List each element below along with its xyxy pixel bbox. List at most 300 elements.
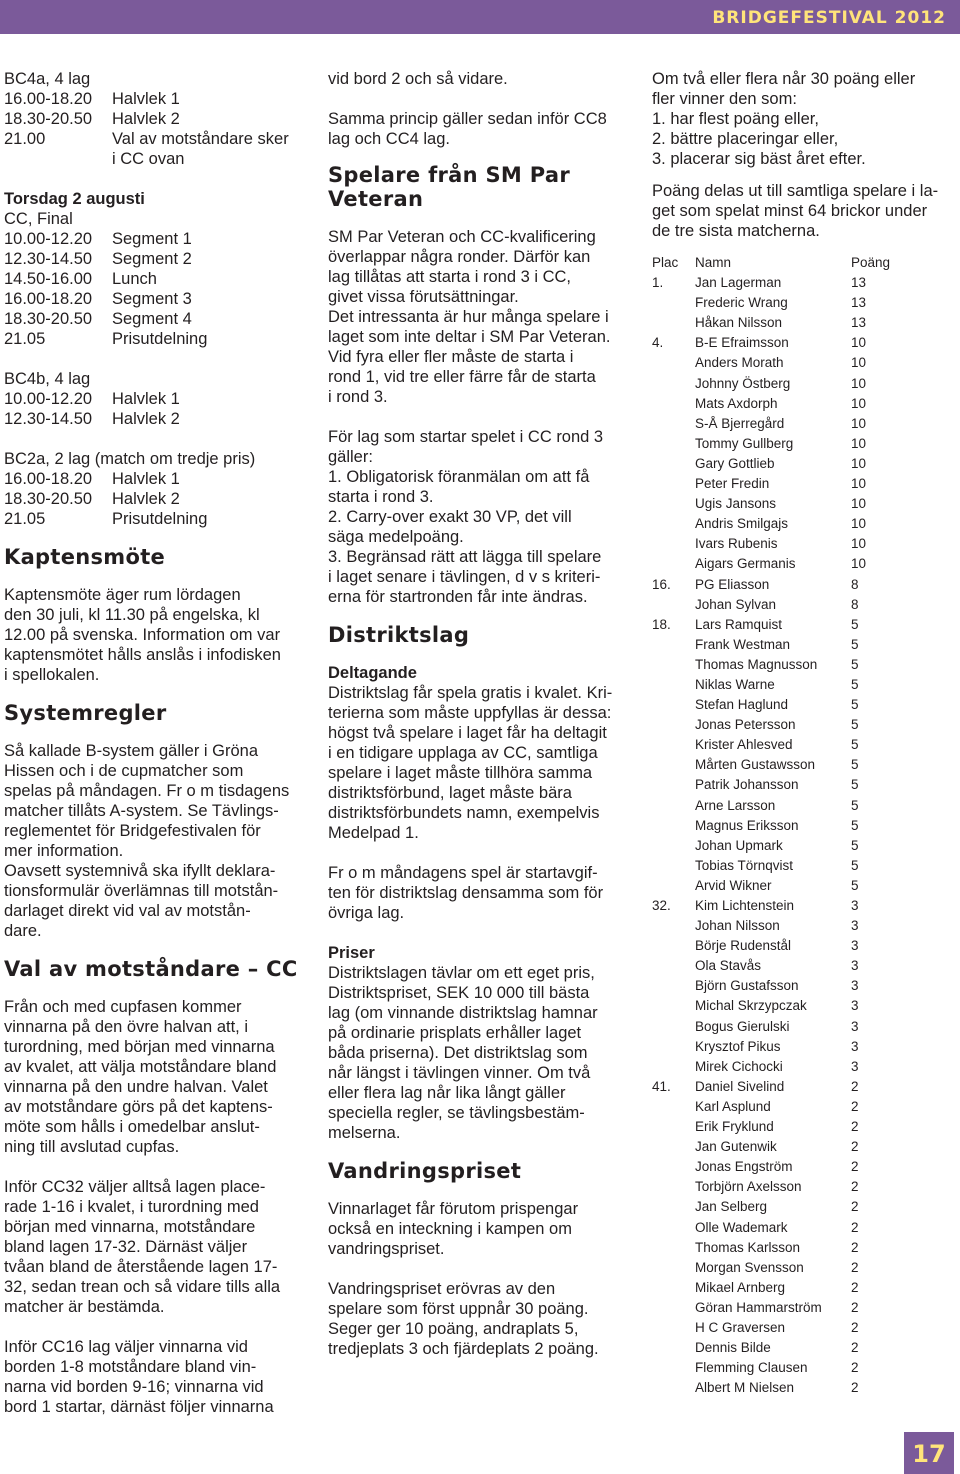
cell-namn: Tobias Törnqvist xyxy=(695,857,794,873)
section-heading-systemregler: Systemregler xyxy=(4,701,167,725)
cell-poang: 13 xyxy=(851,275,867,291)
schedule-rows xyxy=(4,89,309,169)
text-line: når längst i tävlingen vinner. Om två xyxy=(328,1064,591,1082)
cell-poang: 3 xyxy=(851,998,859,1014)
subheading-priser: Priser xyxy=(328,944,375,962)
schedule-description: Lunch xyxy=(112,270,157,288)
cell-namn: Daniel Sivelind xyxy=(695,1078,785,1094)
text-line: Fr o m måndagens spel är startavgif- xyxy=(328,864,598,882)
cell-poang: 5 xyxy=(851,777,859,793)
cell-plac xyxy=(652,1278,695,1298)
schedule-description: Segment 1 xyxy=(112,230,192,248)
cell-plac xyxy=(652,936,695,956)
cell-namn: Ugis Jansons xyxy=(695,496,777,512)
cell-namn: Göran Hammarström xyxy=(695,1299,822,1315)
schedule-row xyxy=(4,109,309,129)
table-row xyxy=(652,836,952,856)
text-line: spelare som först uppnår 30 poäng. xyxy=(328,1300,589,1318)
schedule-description: Halvlek 2 xyxy=(112,110,180,128)
cell-namn: Ola Stavås xyxy=(695,958,762,974)
table-row xyxy=(652,1197,952,1217)
cell-namn: Aigars Germanis xyxy=(695,556,796,572)
table-row xyxy=(652,1037,952,1057)
table-row xyxy=(652,1077,952,1097)
table-row xyxy=(652,534,952,554)
cell-poang: 8 xyxy=(851,576,859,592)
text-line: Inför CC16 lag väljer vinnarna vid xyxy=(4,1338,248,1356)
cell-plac xyxy=(652,695,695,715)
cell-namn: Håkan Nilsson xyxy=(695,315,783,331)
cell-plac xyxy=(652,1338,695,1358)
schedule-time: 18.30-20.50 xyxy=(4,490,93,508)
text-line: terierna som måste uppfyllas är dessa: xyxy=(328,704,612,722)
schedule-title: BC4a, 4 lag xyxy=(4,70,91,88)
cell-poang: 13 xyxy=(851,295,867,311)
table-row xyxy=(652,1338,952,1358)
text-line: Om två eller flera når 30 poäng eller xyxy=(652,70,916,88)
cell-namn: Stefan Haglund xyxy=(695,697,789,713)
cell-namn: Frederic Wrang xyxy=(695,295,788,311)
cell-namn: Kim Lichtenstein xyxy=(695,898,795,913)
text-line: 12.00 på svenska. Information om var xyxy=(4,626,281,644)
cell-poang: 3 xyxy=(851,978,859,994)
text-line: matcher är bestämda. xyxy=(4,1298,165,1316)
schedule-torsdag xyxy=(4,189,309,349)
paragraph xyxy=(4,997,309,1157)
text-line: borden 1-8 motståndare bland vin- xyxy=(4,1358,257,1376)
cell-namn: H C Graversen xyxy=(695,1319,786,1335)
text-line: 1. har flest poäng eller, xyxy=(652,110,819,128)
schedule-row xyxy=(4,89,309,109)
cell-plac xyxy=(652,655,695,675)
cell-namn: Ivars Rubenis xyxy=(695,536,778,552)
cell-namn: Mirek Cichocki xyxy=(695,1058,783,1074)
text-line: Distriktspriset, SEK 10 000 till bästa xyxy=(328,984,590,1002)
cell-plac xyxy=(652,1157,695,1177)
cell-poang: 13 xyxy=(851,315,867,331)
text-line: matcher tillåts A-system. Se Tävlings- xyxy=(4,802,279,820)
cell-poang: 10 xyxy=(851,455,867,471)
schedule-time: 18.30-20.50 xyxy=(4,310,93,328)
schedule-description: Halvlek 2 xyxy=(112,490,180,508)
cell-poang: 3 xyxy=(851,1018,859,1034)
schedule-description: Halvlek 1 xyxy=(112,390,180,408)
table-header-row xyxy=(652,253,952,273)
schedule-time: 10.00-12.20 xyxy=(4,390,93,408)
cell-plac xyxy=(652,394,695,414)
text-line: kaptensmötet hålls anslås i infodisken xyxy=(4,646,281,664)
text-line: distriktsförbund, laget måste bära xyxy=(328,784,572,802)
cell-namn: Anders Morath xyxy=(695,355,784,371)
cell-poang: 5 xyxy=(851,877,859,893)
text-line: erna för startronden får inte ändras. xyxy=(328,588,588,606)
cell-poang: 2 xyxy=(851,1380,859,1396)
cell-namn: Jonas Petersson xyxy=(695,717,796,733)
cell-namn: Jan Selberg xyxy=(695,1199,768,1215)
text-line: mer information. xyxy=(4,842,124,860)
schedule-description: Val av motståndare sker xyxy=(112,130,289,148)
paragraph xyxy=(328,69,633,89)
cell-poang: 2 xyxy=(851,1119,859,1135)
text-line: vandringspriset. xyxy=(328,1240,445,1258)
schedule-description: Halvlek 2 xyxy=(112,410,180,428)
cell-namn: Johan Nilsson xyxy=(695,918,780,934)
text-line: distriktsförbundets namn, exempelvis xyxy=(328,804,600,822)
schedule-row xyxy=(4,409,309,429)
table-row xyxy=(652,1278,952,1298)
table-row xyxy=(652,775,952,795)
cell-plac xyxy=(652,1117,695,1137)
text-line: dare. xyxy=(4,922,42,940)
cell-plac xyxy=(652,635,695,655)
cell-namn: Arvid Wikner xyxy=(695,877,772,893)
cell-plac xyxy=(652,816,695,836)
cell-poang: 8 xyxy=(851,596,859,612)
cell-plac xyxy=(652,916,695,936)
text-line: darlaget direkt vid val av motstån- xyxy=(4,902,251,920)
text-line: ten för distriktslag densamma som för xyxy=(328,884,604,902)
text-line: högst två spelare i laget får ha deltagit xyxy=(328,724,607,742)
table-row xyxy=(652,1238,952,1258)
cell-poang: 10 xyxy=(851,556,867,572)
cell-plac xyxy=(652,1238,695,1258)
cell-namn: Gary Gottlieb xyxy=(695,455,775,471)
paragraph xyxy=(328,683,633,843)
text-line: i rond 3. xyxy=(328,388,388,406)
schedule-rows xyxy=(4,229,309,349)
table-row xyxy=(652,715,952,735)
schedule-time: 12.30-14.50 xyxy=(4,250,93,268)
table-row xyxy=(652,414,952,434)
paragraph xyxy=(328,1199,633,1259)
cell-plac xyxy=(652,474,695,494)
table-row xyxy=(652,394,952,414)
schedule-time: 16.00-18.20 xyxy=(4,90,93,108)
table-row xyxy=(652,1378,952,1398)
schedule-row xyxy=(4,289,309,309)
text-line: vinnarna på den övre halvan att, i xyxy=(4,1018,248,1036)
cell-poang: 5 xyxy=(851,717,859,733)
text-line: get som spelat minst 64 brickor under xyxy=(652,202,928,220)
table-row xyxy=(652,273,952,293)
section-heading-spelare: Spelare från SM Par Veteran xyxy=(328,163,570,211)
cell-poang: 5 xyxy=(851,697,859,713)
text-line: Vinnarlaget får förutom prispengar xyxy=(328,1200,579,1218)
page-number: 17 xyxy=(912,1440,946,1468)
text-line: Vid fyra eller fler måste de starta i xyxy=(328,348,574,366)
schedule-time: 16.00-18.20 xyxy=(4,470,93,488)
table-body xyxy=(652,273,952,1398)
schedule-bc4a xyxy=(4,69,309,169)
text-line: Medelpad 1. xyxy=(328,824,419,842)
cell-plac xyxy=(652,1378,695,1398)
schedule-time: 18.30-20.50 xyxy=(4,110,93,128)
text-line: SM Par Veteran och CC-kvalificering xyxy=(328,228,596,246)
table-row xyxy=(652,1298,952,1318)
schedule-time: 21.00 xyxy=(4,130,46,148)
text-line: Inför CC32 väljer alltså lagen place- xyxy=(4,1178,266,1196)
cell-plac xyxy=(652,1197,695,1217)
paragraph xyxy=(4,1337,309,1417)
cell-plac: 18. xyxy=(652,616,671,632)
cell-poang: 2 xyxy=(851,1259,859,1275)
text-line: Seger ger 10 poäng, andraplats 5, xyxy=(328,1320,579,1338)
cell-namn: Karl Asplund xyxy=(695,1098,771,1114)
schedule-title: BC4b, 4 lag xyxy=(4,370,91,388)
cell-plac xyxy=(652,353,695,373)
cell-poang: 10 xyxy=(851,395,867,411)
table-row xyxy=(652,1117,952,1137)
section-heading-vandringspriset: Vandringspriset xyxy=(328,1159,522,1183)
cell-namn: S-Å Bjerregård xyxy=(695,415,785,431)
cell-plac xyxy=(652,454,695,474)
cell-namn: Jonas Engström xyxy=(695,1159,793,1175)
table-row xyxy=(652,655,952,675)
table-row xyxy=(652,575,952,595)
cell-plac xyxy=(652,293,695,313)
cell-plac xyxy=(652,313,695,333)
text-line: 2. bättre placeringar eller, xyxy=(652,130,839,148)
text-line: tvåan bland de återstående lagen 17- xyxy=(4,1258,278,1276)
cell-poang: 2 xyxy=(851,1078,859,1094)
text-line: spelare i laget måste tillhöra samma xyxy=(328,764,593,782)
text-line: vid bord 2 och så vidare. xyxy=(328,70,508,88)
column-header-poang: Poäng xyxy=(851,255,891,270)
schedule-subtitle: CC, Final xyxy=(4,210,73,228)
cell-poang: 2 xyxy=(851,1159,859,1175)
cell-poang: 5 xyxy=(851,616,859,632)
text-line: lag (om vinnande distriktslag hamnar xyxy=(328,1004,598,1022)
column-2 xyxy=(328,69,633,1359)
schedule-time: 14.50-16.00 xyxy=(4,270,93,288)
schedule-description: Halvlek 1 xyxy=(112,470,180,488)
section-heading-distriktslag: Distriktslag xyxy=(328,623,470,647)
cell-plac xyxy=(652,1298,695,1318)
paragraph xyxy=(328,1279,633,1359)
text-line: vinnarna på den undre halvan. Valet xyxy=(4,1078,268,1096)
cell-poang: 10 xyxy=(851,415,867,431)
cell-namn: Albert M Nielsen xyxy=(695,1380,795,1396)
cell-poang: 10 xyxy=(851,375,867,391)
text-line: 3. Begränsad rätt att lägga till spelare xyxy=(328,548,602,566)
table-row xyxy=(652,333,952,353)
cell-namn: Torbjörn Axelsson xyxy=(695,1179,802,1195)
cell-poang: 2 xyxy=(851,1098,859,1114)
cell-poang: 3 xyxy=(851,938,859,954)
text-line: i en tidigare upplaga av CC, samtliga xyxy=(328,744,598,762)
paragraph xyxy=(652,69,952,169)
cell-plac xyxy=(652,856,695,876)
paragraph xyxy=(4,1177,309,1317)
schedule-row xyxy=(4,489,309,509)
text-line: lag tillåtas att starta i rond 3 i CC, xyxy=(328,268,572,286)
text-line: fler vinner den som: xyxy=(652,90,797,108)
cell-namn: Johan Upmark xyxy=(695,837,783,853)
cell-namn: Johan Sylvan xyxy=(695,596,777,612)
column-header-plac: Plac xyxy=(652,255,679,270)
table-row xyxy=(652,936,952,956)
cell-plac: 41. xyxy=(652,1078,671,1094)
table-row xyxy=(652,313,952,333)
table-row xyxy=(652,956,952,976)
cell-plac xyxy=(652,976,695,996)
cell-poang: 2 xyxy=(851,1179,859,1195)
table-row xyxy=(652,1017,952,1037)
cell-namn: Magnus Eriksson xyxy=(695,817,799,833)
table-row xyxy=(652,1358,952,1378)
cell-poang: 5 xyxy=(851,837,859,853)
cell-plac xyxy=(652,1258,695,1278)
page-number-badge xyxy=(904,1432,954,1474)
column-1 xyxy=(4,69,309,1417)
paragraph xyxy=(328,427,633,607)
cell-plac xyxy=(652,796,695,816)
table-row xyxy=(652,996,952,1016)
cell-namn: Flemming Clausen xyxy=(695,1360,808,1376)
text-line: Distriktslagen tävlar om ett eget pris, xyxy=(328,964,595,982)
cell-poang: 3 xyxy=(851,898,859,913)
table-row xyxy=(652,976,952,996)
text-line: de tre sista matcherna. xyxy=(652,222,820,240)
cell-namn: Tommy Gullberg xyxy=(695,435,794,451)
table-row xyxy=(652,796,952,816)
table-row xyxy=(652,695,952,715)
cell-namn: Börje Rudenstål xyxy=(695,938,792,954)
table-row xyxy=(652,434,952,454)
text-line: ning till avslutad cupfas. xyxy=(4,1138,180,1156)
cell-poang: 3 xyxy=(851,958,859,974)
text-line: Hissen och i de cupmatcher som xyxy=(4,762,244,780)
cell-poang: 3 xyxy=(851,1058,859,1074)
schedule-title: BC2a, 2 lag (match om tredje pris) xyxy=(4,450,256,468)
paragraph xyxy=(328,963,633,1143)
text-line: eller flera lag når lika långt gäller xyxy=(328,1084,566,1102)
table-row xyxy=(652,1097,952,1117)
cell-namn: Thomas Magnusson xyxy=(695,656,818,672)
schedule-rows xyxy=(4,469,309,529)
text-line: tionsformulär överlämnas till motstån- xyxy=(4,882,279,900)
cell-poang: 10 xyxy=(851,536,867,552)
text-line: rade 1-16 i kvalet, i turordning med xyxy=(4,1198,259,1216)
cell-poang: 2 xyxy=(851,1239,859,1255)
text-line: speciella regler, se tävlingsbestäm- xyxy=(328,1104,585,1122)
table-row xyxy=(652,1218,952,1238)
cell-poang: 2 xyxy=(851,1279,859,1295)
section-heading-val-av-motstandare: Val av motståndare – CC xyxy=(4,957,298,981)
cell-plac xyxy=(652,1358,695,1378)
text-line: lag och CC4 lag. xyxy=(328,130,450,148)
cell-poang: 2 xyxy=(851,1199,859,1215)
text-line: Från och med cupfasen kommer xyxy=(4,998,242,1016)
cell-poang: 3 xyxy=(851,918,859,934)
cell-namn: Bogus Gierulski xyxy=(695,1018,790,1034)
schedule-bc2a xyxy=(4,449,309,529)
schedule-row xyxy=(4,229,309,249)
text-line: bland lagen 17-32. Därnäst väljer xyxy=(4,1238,248,1256)
cell-poang: 5 xyxy=(851,676,859,692)
table-row xyxy=(652,876,952,896)
text-line: övriga lag. xyxy=(328,904,405,922)
text-line: Oavsett systemnivå ska ifyllt deklara- xyxy=(4,862,276,880)
schedule-description: Halvlek 1 xyxy=(112,90,180,108)
cell-plac xyxy=(652,836,695,856)
cell-namn: Thomas Karlsson xyxy=(695,1239,801,1255)
cell-poang: 2 xyxy=(851,1319,859,1335)
table-row xyxy=(652,615,952,635)
cell-plac xyxy=(652,1057,695,1077)
schedule-row xyxy=(4,509,309,529)
schedule-time xyxy=(4,149,112,169)
schedule-time: 10.00-12.20 xyxy=(4,230,93,248)
cell-poang: 5 xyxy=(851,656,859,672)
table-row xyxy=(652,514,952,534)
text-line: givet vissa förutsättningar. xyxy=(328,288,519,306)
cell-namn: Dennis Bilde xyxy=(695,1340,771,1356)
cell-poang: 3 xyxy=(851,1038,859,1054)
cell-poang: 2 xyxy=(851,1340,859,1356)
cell-poang: 10 xyxy=(851,355,867,371)
table-row xyxy=(652,675,952,695)
table-row xyxy=(652,755,952,775)
paragraph xyxy=(328,227,633,407)
table-row xyxy=(652,353,952,373)
schedule-row xyxy=(4,329,309,349)
cell-poang: 10 xyxy=(851,496,867,512)
table-row xyxy=(652,1057,952,1077)
text-line: i laget senare i tävlingen, d v s kriteri- xyxy=(328,568,601,586)
text-line: gäller: xyxy=(328,448,373,466)
cell-namn: Lars Ramquist xyxy=(695,616,783,632)
table-row xyxy=(652,374,952,394)
cell-plac xyxy=(652,414,695,434)
text-line: narna vid borden 9-16; vinnarna vid xyxy=(4,1378,264,1396)
table-row xyxy=(652,554,952,574)
cell-poang: 10 xyxy=(851,335,867,351)
schedule-row xyxy=(4,269,309,289)
table-row xyxy=(652,1318,952,1338)
table-row xyxy=(652,735,952,755)
cell-plac: 16. xyxy=(652,576,671,592)
cell-plac xyxy=(652,374,695,394)
cell-plac xyxy=(652,534,695,554)
schedule-day-title: Torsdag 2 augusti xyxy=(4,190,145,208)
cell-plac: 1. xyxy=(652,275,664,291)
schedule-row xyxy=(4,389,309,409)
text-line: Poäng delas ut till samtliga spelare i la- xyxy=(652,182,939,200)
cell-plac xyxy=(652,775,695,795)
cell-plac xyxy=(652,1017,695,1037)
cell-plac xyxy=(652,494,695,514)
schedule-time: 12.30-14.50 xyxy=(4,410,93,428)
cell-poang: 10 xyxy=(851,435,867,451)
table-row xyxy=(652,1177,952,1197)
text-line: säga medelpoäng. xyxy=(328,528,464,546)
cell-plac: 4. xyxy=(652,335,664,351)
paragraph xyxy=(328,863,633,923)
schedule-row xyxy=(4,129,309,149)
cell-poang: 2 xyxy=(851,1299,859,1315)
cell-poang: 5 xyxy=(851,817,859,833)
subheading-deltagande: Deltagande xyxy=(328,664,417,682)
standings-table xyxy=(652,253,952,1398)
schedule-description: i CC ovan xyxy=(112,150,185,168)
cell-namn: Patrik Johansson xyxy=(695,777,799,793)
column-header-namn: Namn xyxy=(695,255,732,270)
cell-poang: 10 xyxy=(851,516,867,532)
table-row xyxy=(652,474,952,494)
cell-poang: 5 xyxy=(851,797,859,813)
cell-plac xyxy=(652,554,695,574)
